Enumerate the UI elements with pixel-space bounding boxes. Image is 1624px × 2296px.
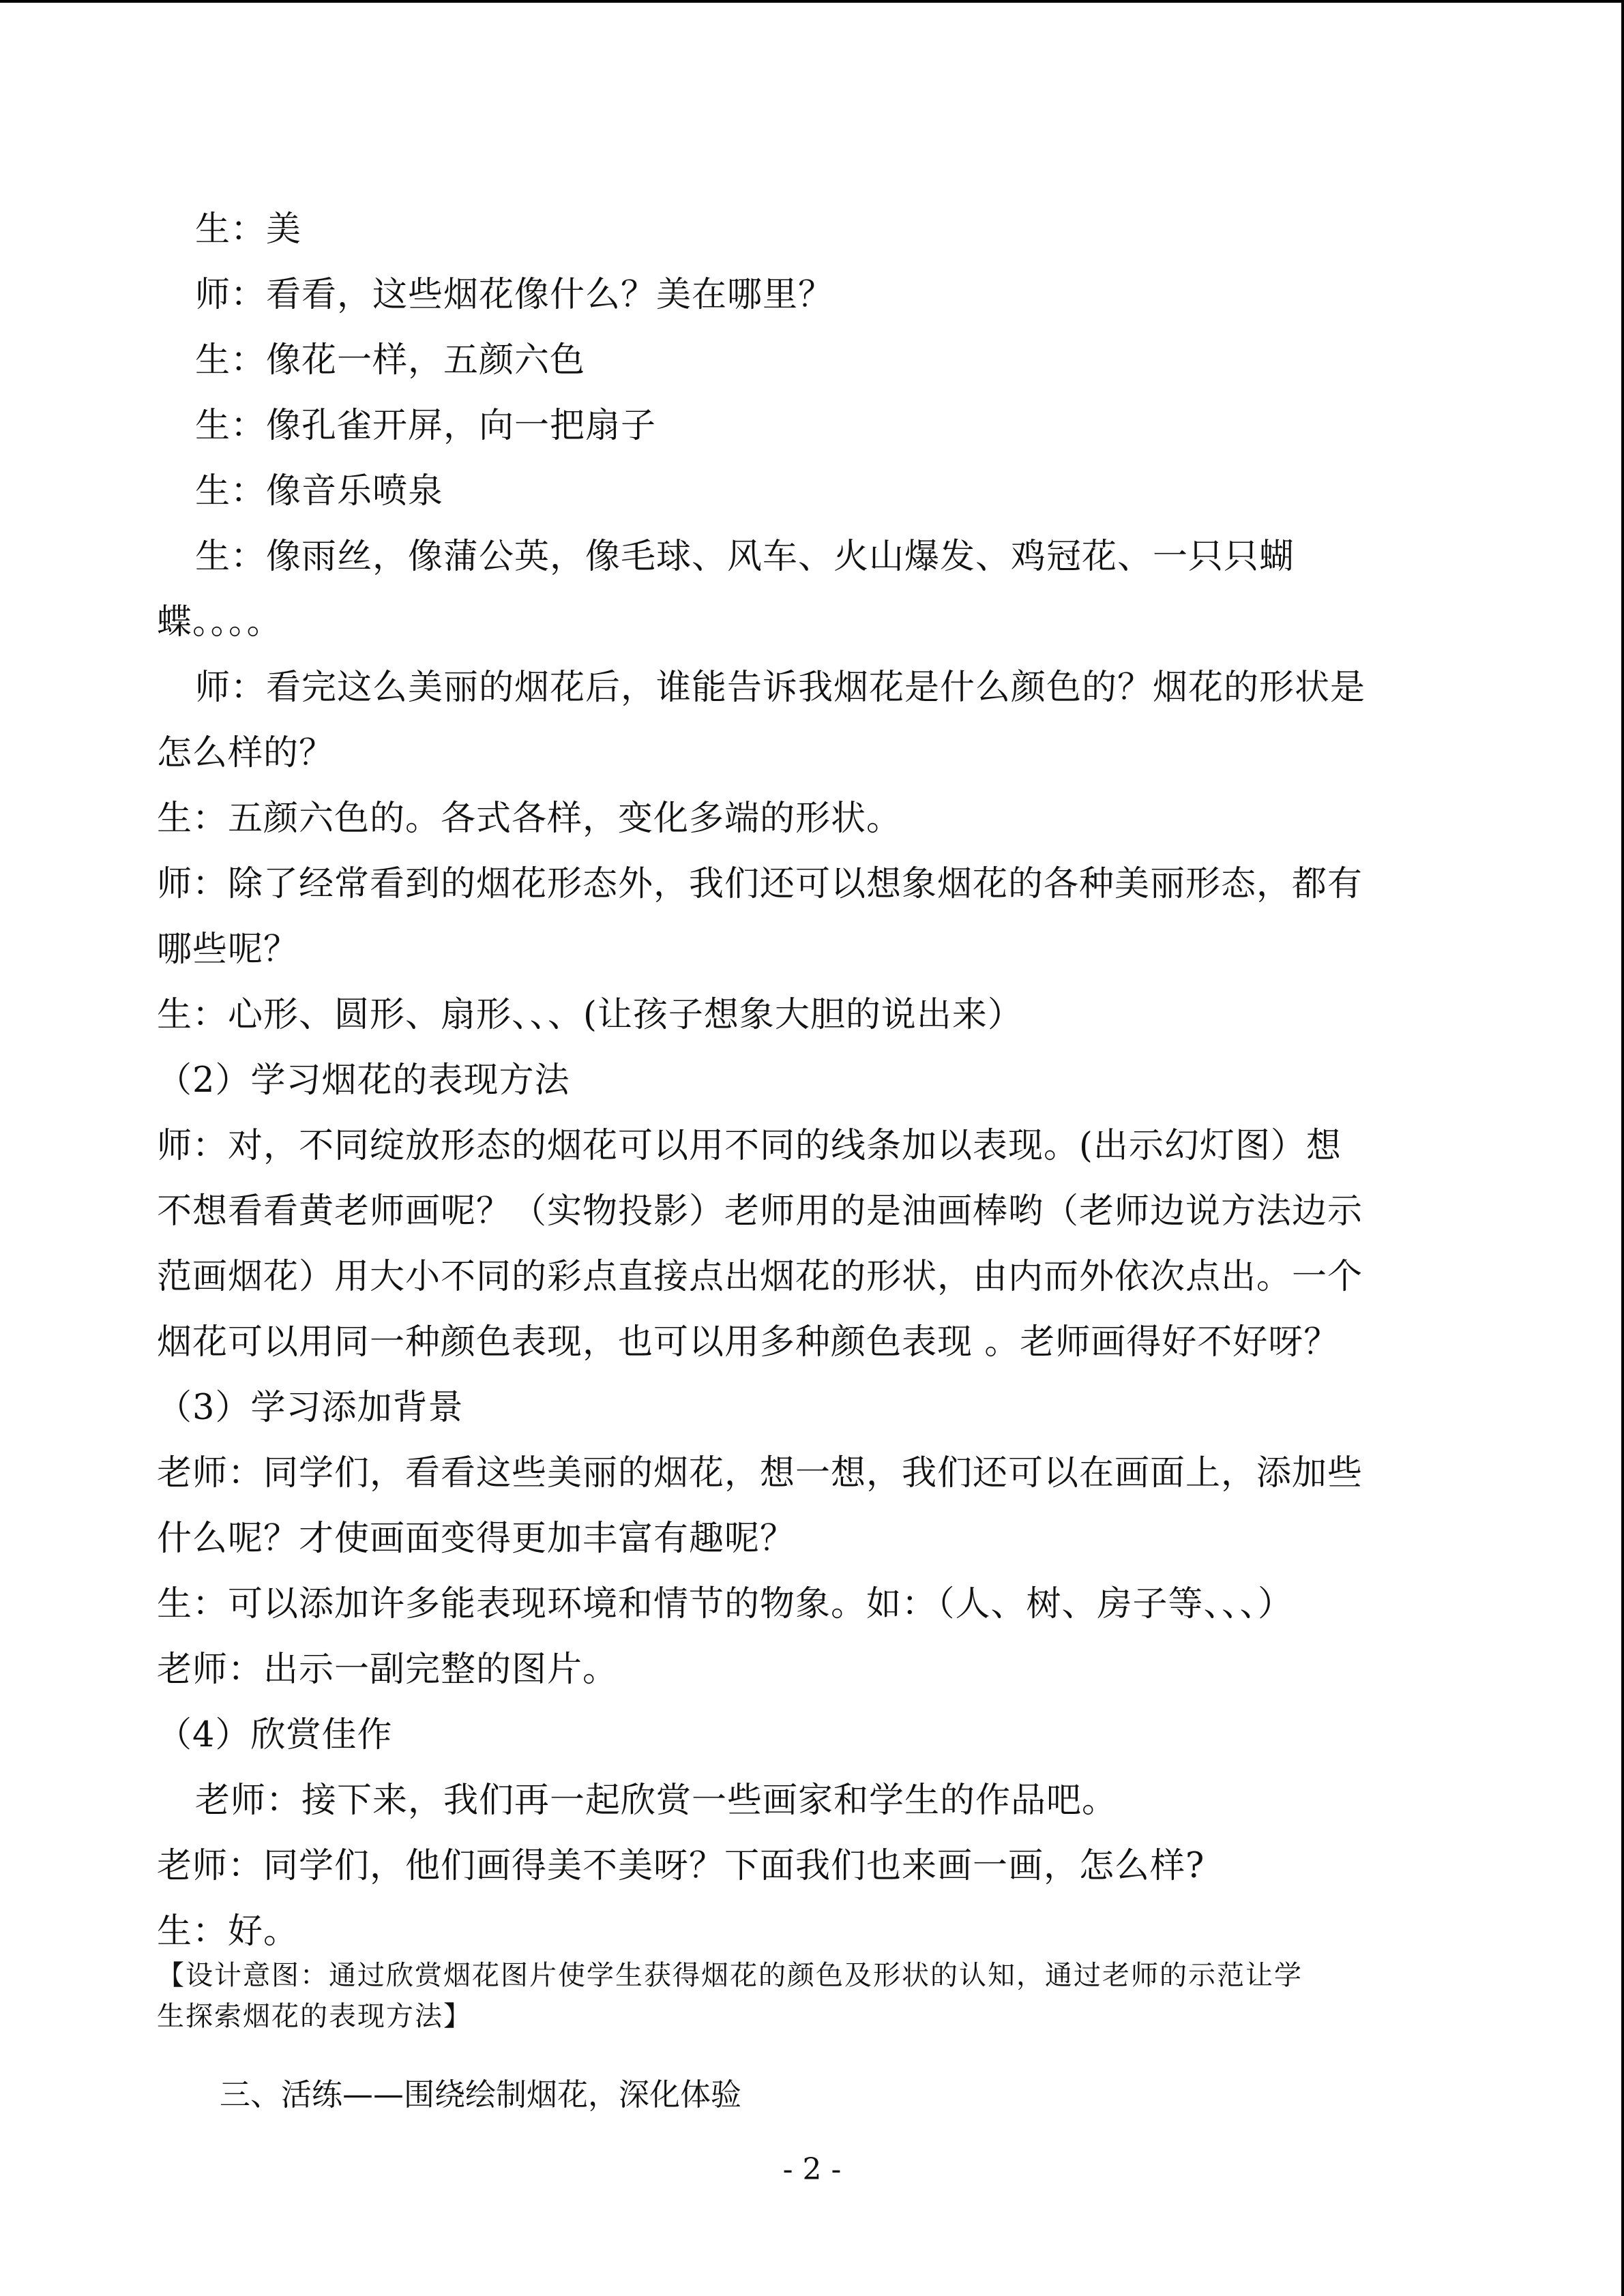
- dialogue-line: 师：看完这么美丽的烟花后，谁能告诉我烟花是什么颜色的？烟花的形状是: [195, 668, 1366, 708]
- dialogue-line: 师：对，不同绽放形态的烟花可以用不同的线条加以表现。(出示幻灯图）想: [157, 1126, 1342, 1166]
- dialogue-line: 怎么样的？: [157, 733, 335, 773]
- dialogue-line: 老师：出示一副完整的图片。: [157, 1650, 619, 1690]
- dialogue-line: 生：美: [195, 209, 302, 250]
- dialogue-line: 生：像孔雀开屏，向一把扇子: [195, 406, 657, 446]
- section-heading: 三、活练——围绕绘制烟花，深化体验: [220, 2076, 742, 2113]
- design-intent-note: 【设计意图：通过欣赏烟花图片使学生获得烟花的颜色及形状的认知，通过老师的示范让学: [157, 1960, 1303, 1991]
- dialogue-line: 什么呢？才使画面变得更加丰富有趣呢？: [157, 1519, 796, 1559]
- dialogue-line: 生：好。: [157, 1911, 299, 1952]
- subsection-heading: （3）学习添加背景: [157, 1388, 464, 1428]
- dialogue-line: 哪些呢？: [157, 929, 299, 970]
- page-number: - 2 -: [782, 2152, 842, 2187]
- dialogue-line: 生：像雨丝，像蒲公英，像毛球、风车、火山爆发、鸡冠花、一只只蝴: [195, 537, 1295, 577]
- dialogue-line: 生：可以添加许多能表现环境和情节的物象。如：（人、树、房子等、、、）: [157, 1584, 1294, 1624]
- dialogue-line: 老师：同学们，他们画得美不美呀？下面我们也来画一画，怎么样?: [157, 1846, 1205, 1886]
- dialogue-line: 生：心形、圆形、扇形、、、(让孩子想象大胆的说出来）: [157, 995, 1023, 1035]
- dialogue-line: 不想看看黄老师画呢？（实物投影）老师用的是油画棒哟（老师边说方法边示: [157, 1191, 1363, 1232]
- subsection-heading: （4）欣赏佳作: [157, 1715, 393, 1755]
- design-intent-note: 生探索烟花的表现方法】: [157, 2001, 472, 2032]
- dialogue-line: 烟花可以用同一种颜色表现，也可以用多种颜色表现 。老师画得好不好呀？: [157, 1322, 1340, 1362]
- subsection-heading: （2）学习烟花的表现方法: [157, 1060, 570, 1101]
- dialogue-line: 师：除了经常看到的烟花形态外，我们还可以想象烟花的各种美丽形态，都有: [157, 864, 1363, 904]
- dialogue-line: 蝶。。。。: [157, 602, 282, 642]
- dialogue-line: 生：像音乐喷泉: [195, 471, 444, 511]
- dialogue-line: 生：五颜六色的。各式各样，变化多端的形状。: [157, 799, 902, 839]
- dialogue-line: 生：像花一样，五颜六色: [195, 340, 586, 381]
- dialogue-line: 老师：接下来，我们再一起欣赏一些画家和学生的作品吧。: [195, 1780, 1118, 1821]
- dialogue-line: 师：看看，这些烟花像什么？美在哪里？: [195, 275, 834, 315]
- dialogue-line: 老师：同学们，看看这些美丽的烟花，想一想，我们还可以在画面上，添加些: [157, 1453, 1363, 1493]
- dialogue-line: 范画烟花）用大小不同的彩点直接点出烟花的形状，由内而外依次点出。一个: [157, 1257, 1363, 1297]
